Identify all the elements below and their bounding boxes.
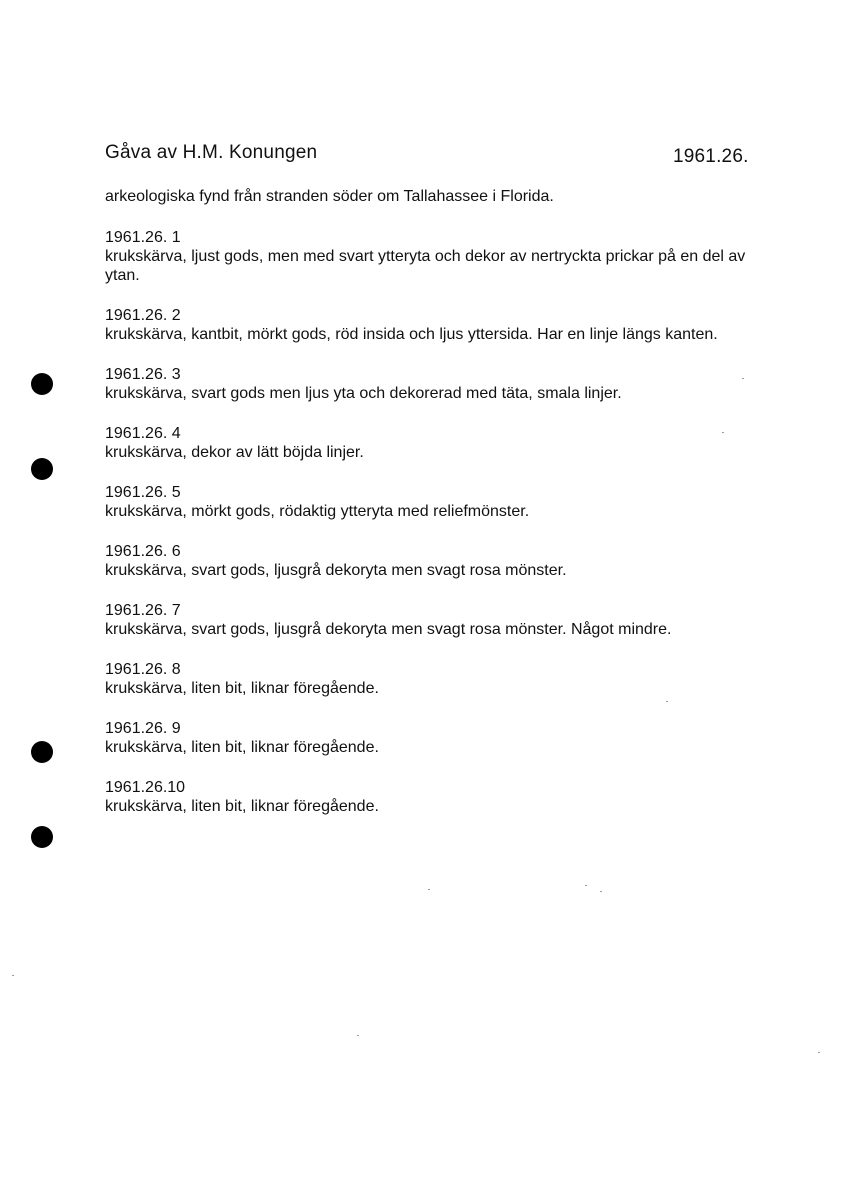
entry-number: 1961.26.10 <box>105 779 186 796</box>
entry-number: 1961.26. 6 <box>105 543 181 560</box>
entry-list <box>105 228 765 837</box>
scan-speck <box>818 1052 820 1053</box>
list-item <box>105 660 765 698</box>
intro-text: arkeologiska fynd från stranden söder om Tallahassee i Florida. <box>105 188 554 205</box>
list-item <box>105 719 765 757</box>
punch-hole <box>31 458 53 480</box>
entry-number: 1961.26. 1 <box>105 229 181 246</box>
list-item <box>105 228 765 285</box>
scan-speck <box>357 1035 359 1036</box>
scan-speck <box>600 891 602 892</box>
list-item <box>105 483 765 521</box>
scan-speck <box>12 975 14 976</box>
entry-description: krukskärva, dekor av lätt böjda linjer. <box>105 444 364 461</box>
entry-number: 1961.26. 3 <box>105 366 181 383</box>
entry-description: krukskärva, svart gods, ljusgrå dekoryta men svagt rosa mönster. <box>105 562 567 579</box>
entry-description: krukskärva, ljust gods, men med svart ytteryta och dekor av nertryckta prickar på en del av ytan. <box>105 248 746 284</box>
entry-number: 1961.26. 8 <box>105 661 181 678</box>
donor-heading: Gåva av H.M. Konungen <box>105 142 318 163</box>
entry-description: krukskärva, liten bit, liknar föregående. <box>105 798 379 815</box>
entry-description: krukskärva, liten bit, liknar föregående. <box>105 680 379 697</box>
entry-number: 1961.26. 2 <box>105 307 181 324</box>
list-item <box>105 365 765 403</box>
list-item <box>105 424 765 462</box>
punch-hole <box>31 741 53 763</box>
scan-speck <box>428 889 430 890</box>
entry-description: krukskärva, svart gods men ljus yta och dekorerad med täta, smala linjer. <box>105 385 622 402</box>
list-item <box>105 306 765 344</box>
entry-description: krukskärva, svart gods, ljusgrå dekoryta men svagt rosa mönster. Något mindre. <box>105 621 672 638</box>
list-item <box>105 542 765 580</box>
entry-number: 1961.26. 5 <box>105 484 181 501</box>
accession-number: 1961.26. <box>673 146 749 167</box>
entry-description: krukskärva, liten bit, liknar föregående. <box>105 739 379 756</box>
entry-number: 1961.26. 7 <box>105 602 181 619</box>
list-item <box>105 601 765 639</box>
entry-number: 1961.26. 9 <box>105 720 181 737</box>
entry-description: krukskärva, kantbit, mörkt gods, röd insida och ljus yttersida. Har en linje längs kanten. <box>105 326 718 343</box>
entry-description: krukskärva, mörkt gods, rödaktig ytteryta med reliefmönster. <box>105 503 530 520</box>
scan-speck <box>585 885 587 886</box>
entry-number: 1961.26. 4 <box>105 425 181 442</box>
list-item <box>105 778 765 816</box>
punch-hole <box>31 373 53 395</box>
punch-hole <box>31 826 53 848</box>
